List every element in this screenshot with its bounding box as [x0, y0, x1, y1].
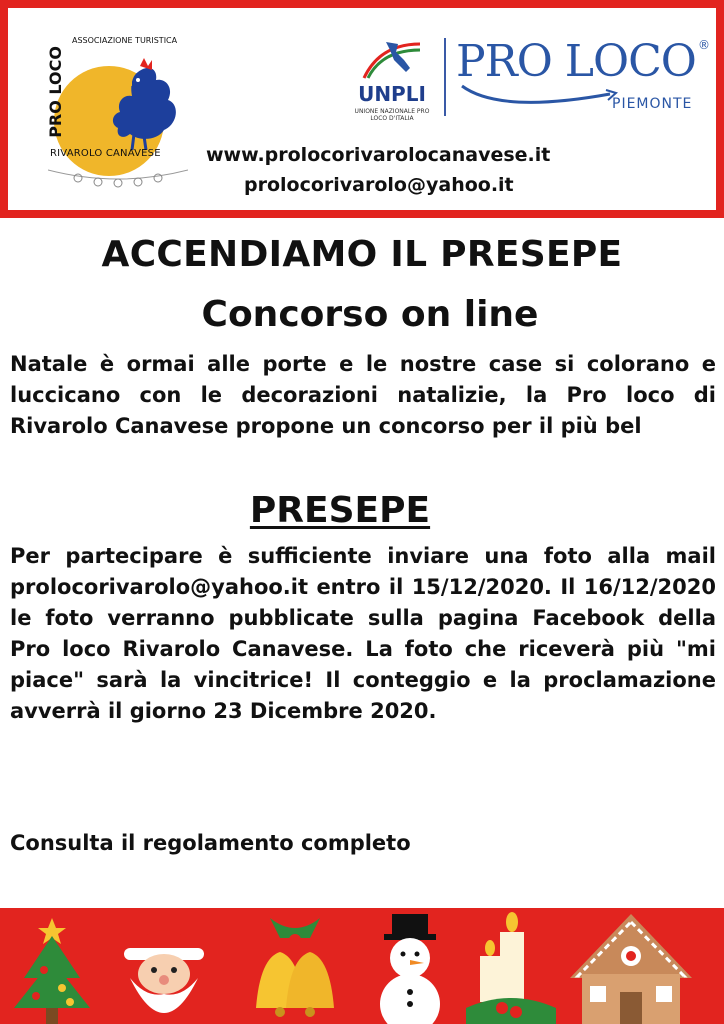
christmas-footer [0, 908, 724, 1024]
page-subtitle: Concorso on line [201, 294, 539, 335]
rooster-icon [88, 54, 188, 154]
regolamento-note: Consulta il regolamento completo [10, 831, 411, 855]
logo-proloco-text: PRO LOCO [46, 46, 65, 138]
italy-map-icon [360, 38, 424, 82]
presepe-highlight-text: PRESEPE [249, 490, 431, 531]
intro-paragraph: Natale è ormai alle porte e le nostre case si colorano e luccicano con le decorazioni natalizie, la Pro loco di Rivarolo Canavese propone un concorso per il più bel [10, 352, 716, 438]
logo-place-text: RIVAROLO CANAVESE [50, 148, 161, 159]
christmas-tree-icon [4, 908, 100, 1024]
swoosh-icon [460, 80, 630, 110]
logo-divider [444, 38, 446, 116]
logo-associazione-text: ASSOCIAZIONE TURISTICA [72, 36, 178, 45]
unpli-name: UNPLI [358, 82, 426, 106]
proloco-rivarolo-logo [42, 26, 202, 186]
unpli-subtitle: UNIONE NAZIONALE PRO LOCO D'ITALIA [354, 108, 430, 122]
presepe-highlight [0, 490, 680, 531]
ornament-chain-icon [48, 166, 188, 190]
bells-icon [240, 908, 350, 1024]
proloco-brand-subtitle: PIEMONTE [612, 96, 693, 112]
proloco-brand-title: PRO LOCO [456, 36, 696, 87]
email-link[interactable]: prolocorivarolo@yahoo.it [244, 174, 514, 196]
header-box [0, 0, 724, 218]
gingerbread-house-icon [566, 908, 696, 1024]
candle-icon [466, 908, 556, 1024]
santa-icon [112, 908, 216, 1024]
registered-mark: ® [698, 38, 710, 52]
body-paragraph: Per partecipare è sufficiente inviare una foto alla mail prolocorivarolo@yahoo.it entro il 15/12/2020. Il 16/12/2020 le foto verranno pubblicate sulla pagina Facebook della Pro loco Rivarolo Canavese. La foto che riceverà più "mi piace" sarà la vincitrice! Il conteggio e la proclamazione avverrà il giorno 23 Dicembre 2020. [10, 544, 716, 723]
snowman-icon [368, 908, 452, 1024]
page-title: ACCENDIAMO IL PRESEPE [101, 234, 623, 275]
unpli-logo [348, 38, 436, 122]
website-link[interactable]: www.prolocorivarolocanavese.it [206, 144, 551, 166]
